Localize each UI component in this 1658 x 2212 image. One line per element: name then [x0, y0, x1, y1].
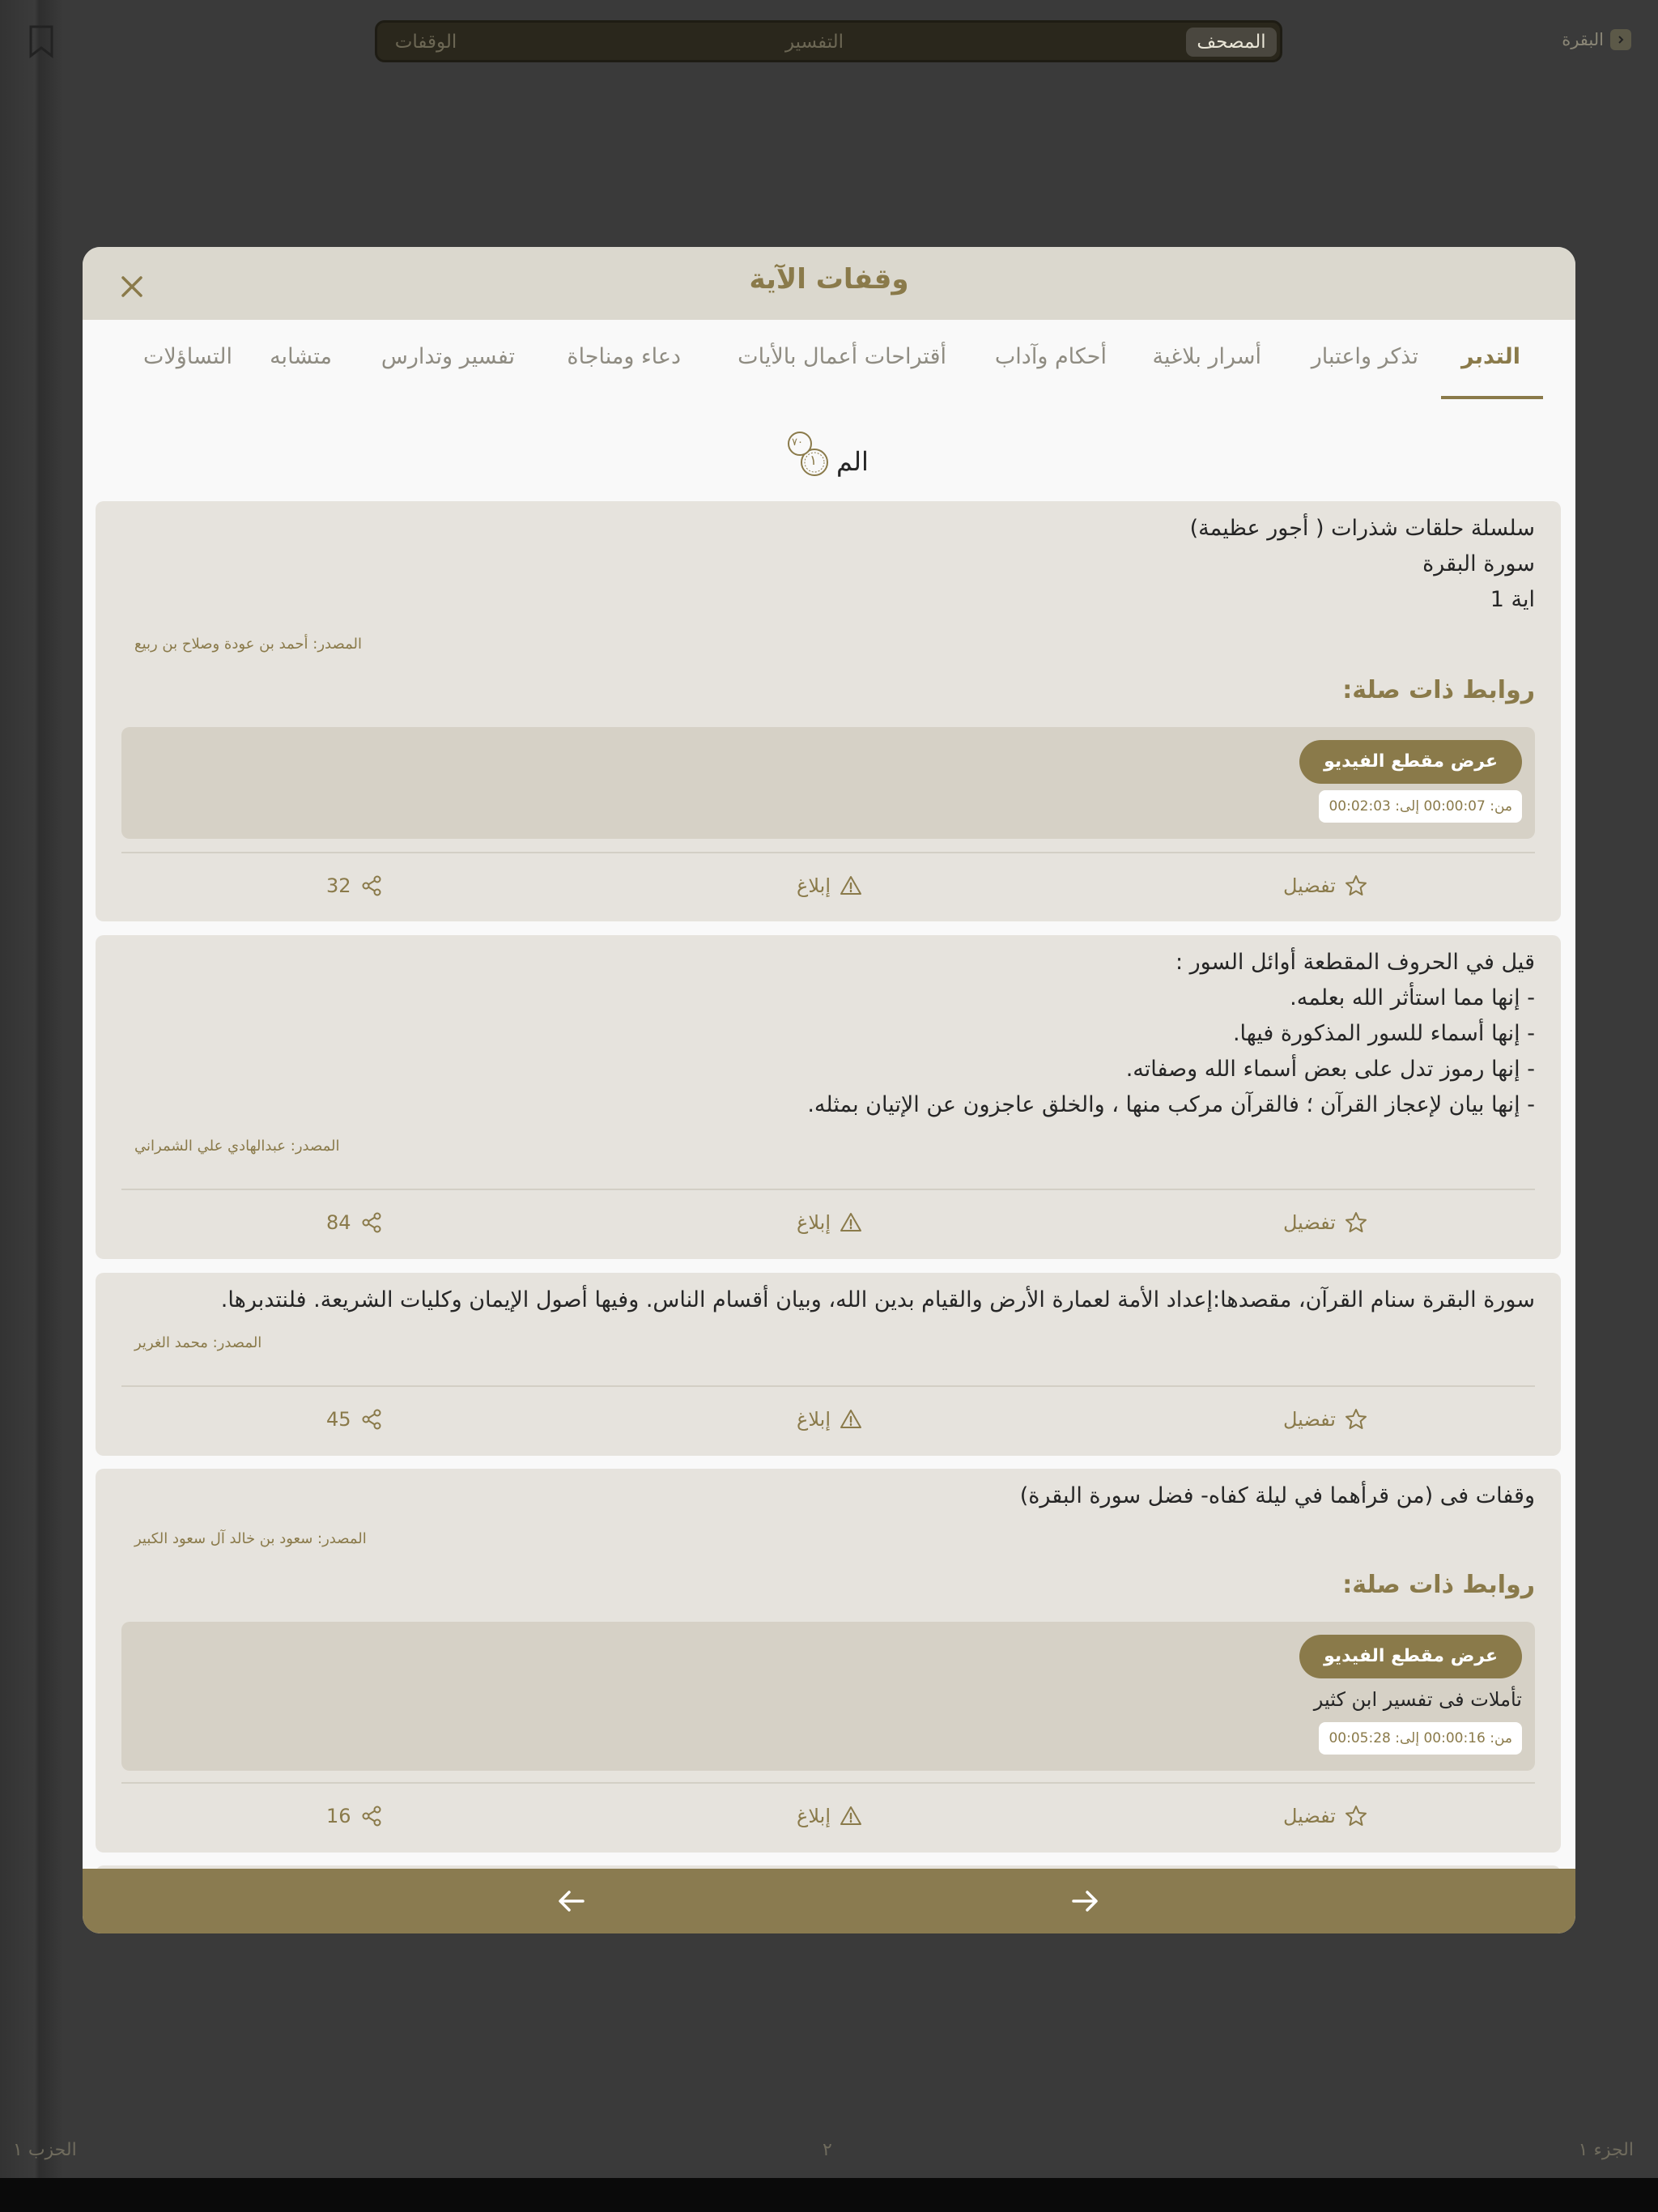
card-divider	[121, 852, 1535, 853]
arrow-left-icon[interactable]	[554, 1883, 589, 1919]
surah-indicator[interactable]	[1562, 29, 1631, 50]
reflection-card	[96, 1469, 1561, 1853]
ayah-number: ١	[810, 453, 818, 469]
surah-name: البقرة	[1562, 30, 1604, 49]
star-icon	[1344, 874, 1368, 898]
reflection-line: - إنها مما استأثر الله بعلمه.	[1290, 985, 1535, 1010]
star-icon	[1344, 1407, 1368, 1431]
view-segmented-control	[375, 20, 1282, 62]
navigation-bar	[83, 1869, 1575, 1933]
warning-icon	[839, 874, 863, 898]
video-time-range: من: 00:00:07 إلى: 00:02:03	[1319, 790, 1522, 823]
video-title: تأملات فى تفسير ابن كثير	[1313, 1688, 1522, 1711]
show-video-button[interactable]: عرض مقطع الفيديو	[1299, 740, 1522, 784]
tab-supplication[interactable]: دعاء ومناجاة	[567, 344, 681, 369]
reflection-line: سورة البقرة سنام القرآن، مقصدها:إعداد الأمة لعمارة الأرض والقيام بدين الله، وبيان أقسام الناس. وفيها أصول الإيمان وكليات الشريعة. فلنتدبرها.	[220, 1287, 1535, 1312]
verse-text: الم	[836, 446, 869, 477]
segment-mushaf[interactable]: المصحف	[1186, 28, 1277, 57]
video-time-range: من: 00:00:16 إلى: 00:05:28	[1319, 1722, 1522, 1755]
verse-heading	[83, 430, 1575, 487]
share-icon	[359, 1804, 384, 1828]
source-label: المصدر: سعود بن خالد آل سعود الكبير	[134, 1530, 367, 1547]
video-link-box	[121, 727, 1535, 839]
tab-rhetoric[interactable]: أسرار بلاغية	[1152, 344, 1261, 369]
tab-suggested-actions[interactable]: أقتراحات أعمال بالأيات	[738, 344, 946, 369]
reflection-card	[96, 501, 1561, 921]
card-divider	[121, 1189, 1535, 1190]
source-label: المصدر: محمد الغرير	[134, 1334, 262, 1351]
tab-reminder[interactable]: تذكر واعتبار	[1311, 344, 1418, 369]
report-label: إبلاغ	[797, 1408, 831, 1431]
video-link-box	[121, 1622, 1535, 1771]
side-shadow-strip	[0, 0, 63, 2178]
modal-header	[83, 247, 1575, 320]
reflection-line: - إنها بيان لإعجاز القرآن ؛ فالقرآن مركب منها ، والخلق عاجزون عن الإتيان بمثله.	[807, 1092, 1535, 1117]
active-tab-underline	[1441, 396, 1543, 399]
share-icon	[359, 1210, 384, 1235]
category-tabs	[83, 320, 1575, 402]
share-button[interactable]	[326, 866, 384, 906]
favorite-button[interactable]	[1283, 866, 1368, 906]
modal-title: وقفات الآية	[749, 263, 909, 296]
reflection-text	[121, 1283, 1535, 1318]
footer-page-number: ٢	[823, 2140, 832, 2160]
reflection-card	[96, 935, 1561, 1259]
report-button[interactable]	[797, 1796, 863, 1836]
reflection-text	[121, 945, 1535, 1123]
share-icon	[359, 874, 384, 898]
favorite-button[interactable]	[1283, 1796, 1368, 1836]
share-button[interactable]	[326, 1399, 384, 1440]
arrow-right-icon[interactable]	[1067, 1883, 1103, 1919]
tab-rulings[interactable]: أحكام وآداب	[994, 344, 1107, 369]
share-count: 84	[326, 1211, 351, 1234]
card-actions	[96, 1796, 1561, 1836]
footer-hizb: الحزب ١	[13, 2140, 77, 2160]
verse-badge: ٧٠	[792, 436, 803, 449]
favorite-label: تفضيل	[1282, 1805, 1336, 1827]
warning-icon	[839, 1407, 863, 1431]
card-actions	[96, 1399, 1561, 1440]
reflection-line: - إنها رموز تدل على بعض أسماء الله وصفاته.	[1125, 1057, 1535, 1082]
reflection-line: وقفات فى (من قرأهما في ليلة كفاه- فضل سورة البقرة)	[1019, 1483, 1535, 1508]
bookmark-icon[interactable]	[28, 24, 55, 58]
favorite-button[interactable]	[1283, 1202, 1368, 1243]
reflection-card	[96, 1273, 1561, 1456]
tab-similar[interactable]: متشابه	[270, 344, 332, 369]
reflection-line: سورة البقرة	[1422, 551, 1535, 576]
reflection-line: - إنها أسماء للسور المذكورة فيها.	[1232, 1021, 1535, 1046]
reflection-line: سلسلة حلقات شذرات ( أجور عظيمة)	[1189, 516, 1535, 541]
favorite-button[interactable]	[1283, 1399, 1368, 1440]
tab-questions[interactable]: التساؤلات	[142, 344, 232, 369]
card-divider	[121, 1385, 1535, 1387]
verse-reflections-modal	[83, 247, 1575, 1933]
report-button[interactable]	[797, 1202, 863, 1243]
segment-waqafat[interactable]: الوقفات	[394, 32, 457, 53]
reflection-line: قيل في الحروف المقطعة أوائل السور :	[1175, 950, 1535, 975]
favorite-label: تفضيل	[1282, 1211, 1336, 1234]
share-count: 45	[326, 1408, 351, 1431]
report-label: إبلاغ	[797, 1805, 831, 1827]
card-actions	[96, 866, 1561, 906]
share-button[interactable]	[326, 1202, 384, 1243]
close-icon[interactable]	[117, 271, 147, 302]
card-divider	[121, 1782, 1535, 1784]
share-button[interactable]	[326, 1796, 384, 1836]
star-icon	[1344, 1210, 1368, 1235]
star-icon	[1344, 1804, 1368, 1828]
favorite-label: تفضيل	[1282, 874, 1336, 897]
warning-icon	[839, 1210, 863, 1235]
footer-juz: الجزء ١	[1578, 2140, 1634, 2160]
card-actions	[96, 1202, 1561, 1243]
show-video-button[interactable]: عرض مقطع الفيديو	[1299, 1635, 1522, 1678]
related-links-title: روابط ذات صلة:	[1342, 1571, 1535, 1599]
tab-tadabbur[interactable]: التدبر	[1461, 344, 1520, 369]
warning-icon	[839, 1804, 863, 1828]
report-button[interactable]	[797, 1399, 863, 1440]
reflection-text	[121, 1478, 1535, 1514]
share-count: 32	[326, 874, 351, 897]
tab-tafsir-study[interactable]: تفسير وتدارس	[380, 344, 515, 369]
favorite-label: تفضيل	[1282, 1408, 1336, 1431]
reflection-line: اية 1	[1490, 587, 1535, 612]
home-indicator-bar	[0, 2178, 1658, 2212]
source-label: المصدر: أحمد بن عودة وصلاح بن ربيع	[134, 636, 362, 653]
reflection-text	[121, 511, 1535, 618]
report-button[interactable]	[797, 866, 863, 906]
share-count: 16	[326, 1805, 351, 1827]
reflections-list	[83, 402, 1575, 1869]
chevron-icon	[1610, 29, 1631, 50]
share-icon	[359, 1407, 384, 1431]
segment-tafsir[interactable]: التفسير	[784, 32, 844, 53]
report-label: إبلاغ	[797, 1211, 831, 1234]
related-links-title: روابط ذات صلة:	[1342, 676, 1535, 704]
report-label: إبلاغ	[797, 874, 831, 897]
source-label: المصدر: عبدالهادي علي الشمراني	[134, 1138, 340, 1155]
